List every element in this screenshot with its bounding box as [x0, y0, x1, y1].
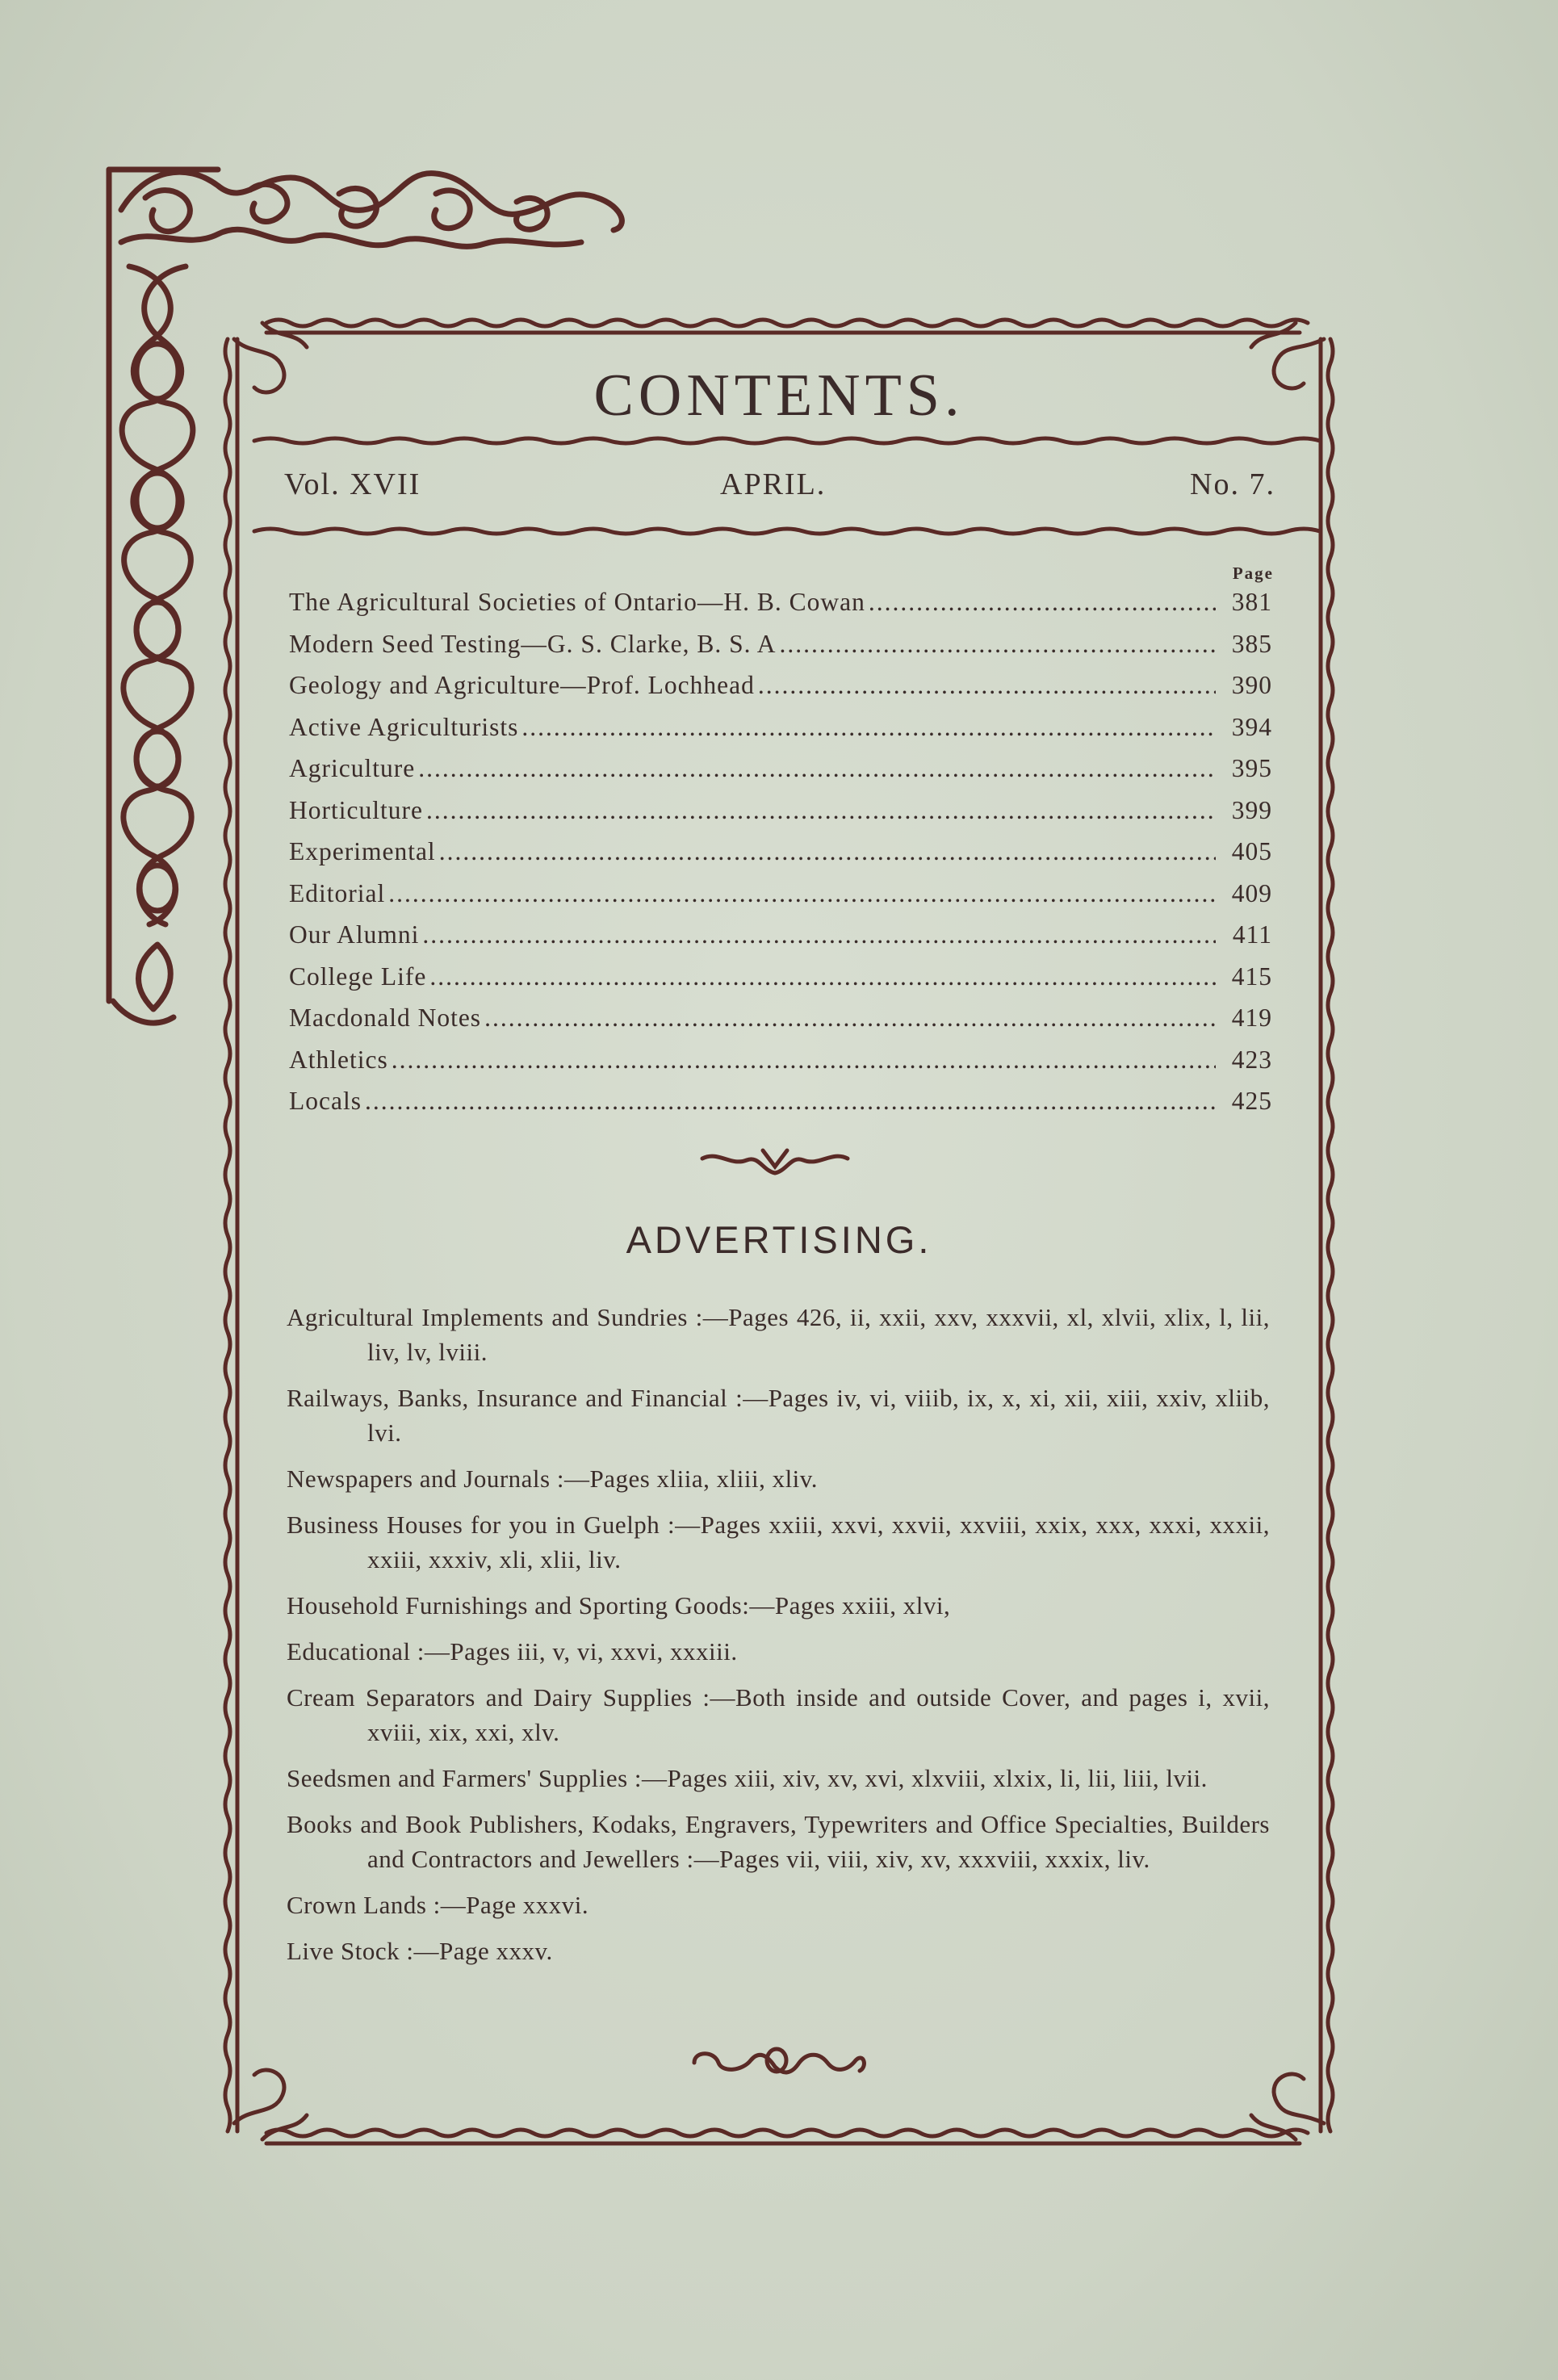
toc-entry[interactable]: [289, 796, 1272, 838]
toc-entry-page: 394: [1231, 712, 1272, 741]
leader-dots: [439, 837, 1216, 866]
volume-label: Vol. XVII: [284, 467, 421, 501]
toc-entry-title: Agriculture: [289, 754, 416, 782]
divider-ornament-icon: [698, 1142, 852, 1183]
toc-entry-page: 385: [1231, 629, 1272, 658]
advertising-item: Seedsmen and Farmers' Supplies :—Pages xiii, xiv, xv, xvi, xlxviii, xlxix, li, lii, liii, lvii.: [287, 1764, 1208, 1792]
leader-dots: [392, 1045, 1216, 1075]
toc-entry-page: 423: [1231, 1045, 1272, 1074]
leader-dots: [388, 879, 1216, 908]
table-of-contents: [289, 588, 1272, 1129]
leader-dots: [484, 1004, 1216, 1033]
toc-entry-title: Geology and Agriculture—Prof. Lochhead: [289, 671, 755, 699]
toc-entry-page: 395: [1231, 754, 1272, 782]
toc-entry-title: College Life: [289, 962, 427, 991]
advertising-item: Household Furnishings and Sporting Goods:—Pages xxiii, xlvi,: [287, 1591, 951, 1619]
leader-dots: [429, 962, 1216, 991]
toc-entry[interactable]: [289, 962, 1272, 1004]
toc-entry-page: 399: [1231, 795, 1272, 824]
toc-entry-title: Modern Seed Testing—G. S. Clarke, B. S. A: [289, 629, 777, 658]
advertising-index: [287, 1300, 1270, 1980]
leader-dots: [418, 754, 1216, 783]
toc-entry[interactable]: [289, 588, 1272, 630]
leader-dots: [422, 920, 1216, 949]
toc-entry[interactable]: [289, 630, 1272, 672]
toc-entry-title: Locals: [289, 1087, 362, 1115]
toc-entry-page: 409: [1231, 878, 1272, 907]
toc-entry[interactable]: [289, 754, 1272, 796]
toc-entry[interactable]: [289, 713, 1272, 755]
advertising-item: Business Houses for you in Guelph :—Pages xxiii, xxvi, xxvii, xxviii, xxix, xxx, xxxi, xxxii, xxiii, xxxiv, xli, xlii, liv.: [287, 1511, 1270, 1573]
leader-dots: [869, 588, 1216, 617]
toc-entry[interactable]: [289, 879, 1272, 921]
toc-entry-page: 405: [1231, 837, 1272, 865]
toc-entry-page: 411: [1232, 920, 1272, 949]
issue-number: No. 7.: [1190, 467, 1275, 501]
page-column-label: Page: [1232, 564, 1274, 583]
toc-entry[interactable]: [289, 837, 1272, 879]
advertising-heading: ADVERTISING.: [626, 1218, 932, 1261]
page-title: CONTENTS.: [593, 362, 965, 429]
advertising-item: Newspapers and Journals :—Pages xliia, xliii, xliv.: [287, 1464, 819, 1493]
toc-entry-title: The Agricultural Societies of Ontario—H. B. Cowan: [289, 588, 865, 616]
toc-entry-title: Horticulture: [289, 795, 423, 824]
leader-dots: [521, 713, 1216, 742]
toc-entry-page: 415: [1231, 962, 1272, 991]
issue-header: [284, 467, 1275, 507]
toc-entry-page: 390: [1231, 671, 1272, 699]
advertising-item: Railways, Banks, Insurance and Financial :—Pages iv, vi, viiib, ix, x, xi, xii, xiii, xxiv, xliib, lvi.: [287, 1384, 1270, 1447]
leader-dots: [365, 1087, 1216, 1116]
footer-ornament-icon: [686, 2043, 872, 2083]
toc-entry-page: 425: [1231, 1087, 1272, 1115]
advertising-item: Agricultural Implements and Sundries :—Pages 426, ii, xxii, xxv, xxxvii, xl, xlvii, xlix, l, lii, liv, lv, lviii.: [287, 1303, 1270, 1366]
advertising-item: Books and Book Publishers, Kodaks, Engravers, Typewriters and Office Specialties, Builders and Contractors and Jewellers :—Pages vii, viii, xiv, xv, xxxviii, xxxix, liv.: [287, 1810, 1270, 1873]
issue-month: APRIL.: [720, 467, 827, 501]
toc-entry[interactable]: [289, 920, 1272, 962]
toc-entry-page: 419: [1231, 1004, 1272, 1032]
toc-entry[interactable]: [289, 1004, 1272, 1045]
toc-entry[interactable]: [289, 1045, 1272, 1087]
toc-entry-title: Athletics: [289, 1045, 388, 1074]
toc-entry[interactable]: [289, 1087, 1272, 1129]
leader-dots: [758, 671, 1216, 700]
leader-dots: [779, 630, 1216, 659]
toc-entry-title: Experimental: [289, 837, 436, 865]
advertising-item: Crown Lands :—Page xxxvi.: [287, 1891, 589, 1919]
leader-dots: [426, 796, 1216, 825]
toc-entry-title: Our Alumni: [289, 920, 420, 949]
advertising-item: Live Stock :—Page xxxv.: [287, 1937, 553, 1965]
toc-entry-page: 381: [1231, 588, 1272, 616]
toc-entry-title: Macdonald Notes: [289, 1004, 482, 1032]
advertising-item: Cream Separators and Dairy Supplies :—Both inside and outside Cover, and pages i, xvii, xviii, xix, xxi, xlv.: [287, 1683, 1270, 1746]
advertising-item: Educational :—Pages iii, v, vi, xxvi, xxxiii.: [287, 1637, 738, 1666]
toc-entry-title: Editorial: [289, 878, 386, 907]
toc-entry-title: Active Agriculturists: [289, 712, 519, 741]
toc-entry[interactable]: [289, 671, 1272, 713]
